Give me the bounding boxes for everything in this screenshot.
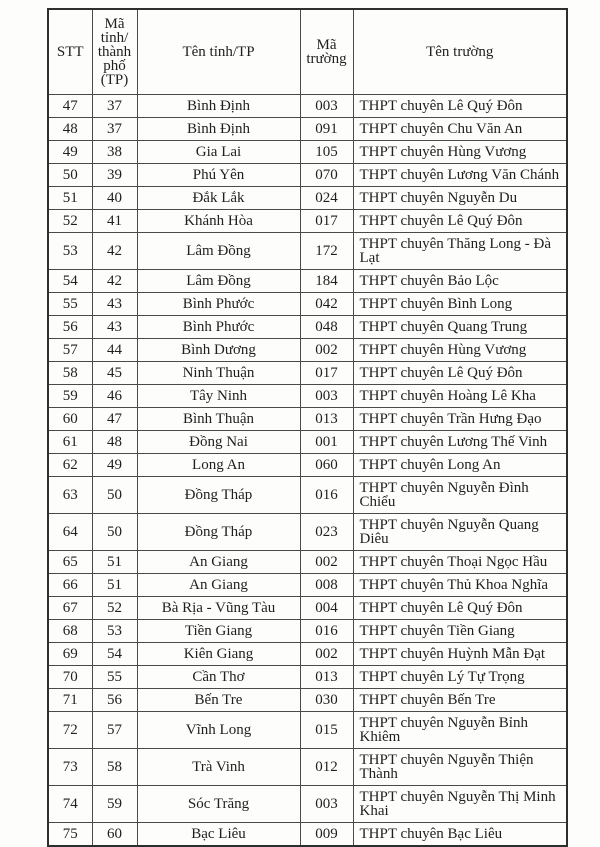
cell-province-code: 51 [92,551,137,574]
cell-province-code: 60 [92,823,137,847]
cell-school-code: 013 [300,408,353,431]
cell-school-name: THPT chuyên Nguyễn Bỉnh Khiêm [353,712,567,749]
header-school-code: Mã trường [300,9,353,95]
cell-school-name: THPT chuyên Thăng Long - Đà Lạt [353,233,567,270]
cell-province-code: 46 [92,385,137,408]
cell-school-code: 105 [300,141,353,164]
cell-school-name: THPT chuyên Bảo Lộc [353,270,567,293]
table-row [48,339,567,362]
cell-province-name: Lâm Đồng [137,233,300,270]
cell-province-name: Khánh Hòa [137,210,300,233]
cell-stt: 53 [48,233,92,270]
cell-school-code: 002 [300,643,353,666]
table-row [48,362,567,385]
table-row [48,141,567,164]
cell-stt: 51 [48,187,92,210]
table-row [48,408,567,431]
cell-province-code: 49 [92,454,137,477]
cell-school-code: 016 [300,477,353,514]
cell-school-code: 009 [300,823,353,847]
cell-school-name: THPT chuyên Bình Long [353,293,567,316]
cell-province-name: Bình Định [137,118,300,141]
cell-school-name: THPT chuyên Lê Quý Đôn [353,597,567,620]
cell-school-code: 017 [300,362,353,385]
cell-stt: 70 [48,666,92,689]
cell-stt: 74 [48,786,92,823]
cell-school-name: THPT chuyên Lê Quý Đôn [353,362,567,385]
cell-stt: 63 [48,477,92,514]
cell-school-name: THPT chuyên Lê Quý Đôn [353,210,567,233]
cell-province-code: 56 [92,689,137,712]
cell-school-code: 015 [300,712,353,749]
cell-province-code: 37 [92,95,137,118]
table-row [48,454,567,477]
cell-province-code: 52 [92,597,137,620]
cell-province-name: Sóc Trăng [137,786,300,823]
table-row [48,293,567,316]
cell-school-name: THPT chuyên Hùng Vương [353,141,567,164]
cell-school-code: 003 [300,95,353,118]
cell-school-code: 172 [300,233,353,270]
cell-school-name: THPT chuyên Huỳnh Mẫn Đạt [353,643,567,666]
cell-school-code: 017 [300,210,353,233]
cell-province-code: 43 [92,293,137,316]
cell-school-code: 070 [300,164,353,187]
cell-province-code: 40 [92,187,137,210]
cell-stt: 65 [48,551,92,574]
table-row [48,749,567,786]
cell-stt: 67 [48,597,92,620]
cell-province-name: Tây Ninh [137,385,300,408]
table-row [48,164,567,187]
cell-stt: 50 [48,164,92,187]
cell-province-code: 39 [92,164,137,187]
cell-school-name: THPT chuyên Thủ Khoa Nghĩa [353,574,567,597]
cell-stt: 75 [48,823,92,847]
cell-province-name: Gia Lai [137,141,300,164]
table-row [48,431,567,454]
table-row [48,385,567,408]
table-row [48,666,567,689]
cell-school-name: THPT chuyên Chu Văn An [353,118,567,141]
cell-province-code: 50 [92,477,137,514]
cell-school-name: THPT chuyên Trần Hưng Đạo [353,408,567,431]
cell-school-code: 012 [300,749,353,786]
cell-province-code: 58 [92,749,137,786]
cell-school-code: 001 [300,431,353,454]
cell-school-code: 024 [300,187,353,210]
cell-school-code: 030 [300,689,353,712]
table-row [48,620,567,643]
cell-province-code: 48 [92,431,137,454]
cell-school-name: THPT chuyên Nguyễn Du [353,187,567,210]
cell-stt: 69 [48,643,92,666]
table-row [48,95,567,118]
cell-stt: 66 [48,574,92,597]
cell-school-name: THPT chuyên Nguyễn Quang Diêu [353,514,567,551]
cell-province-name: Đồng Tháp [137,477,300,514]
cell-school-code: 042 [300,293,353,316]
cell-school-code: 003 [300,786,353,823]
cell-province-name: Bà Rịa - Vũng Tàu [137,597,300,620]
cell-province-code: 59 [92,786,137,823]
cell-stt: 47 [48,95,92,118]
cell-school-code: 091 [300,118,353,141]
cell-stt: 48 [48,118,92,141]
cell-province-code: 43 [92,316,137,339]
schools-table [47,8,568,847]
cell-school-code: 013 [300,666,353,689]
cell-stt: 55 [48,293,92,316]
table-row [48,514,567,551]
cell-province-code: 47 [92,408,137,431]
cell-school-name: THPT chuyên Bến Tre [353,689,567,712]
cell-province-code: 55 [92,666,137,689]
cell-school-name: THPT chuyên Nguyễn Thị Minh Khai [353,786,567,823]
cell-province-name: Bình Thuận [137,408,300,431]
cell-school-name: THPT chuyên Lý Tự Trọng [353,666,567,689]
cell-stt: 58 [48,362,92,385]
cell-province-code: 53 [92,620,137,643]
cell-stt: 52 [48,210,92,233]
cell-province-name: Đồng Tháp [137,514,300,551]
cell-school-name: THPT chuyên Long An [353,454,567,477]
cell-province-code: 51 [92,574,137,597]
cell-province-name: Bạc Liêu [137,823,300,847]
cell-province-name: Bình Định [137,95,300,118]
header-stt: STT [48,9,92,95]
cell-school-code: 002 [300,339,353,362]
cell-province-code: 42 [92,233,137,270]
cell-province-name: An Giang [137,551,300,574]
cell-province-code: 42 [92,270,137,293]
table-row [48,574,567,597]
cell-province-code: 44 [92,339,137,362]
cell-stt: 54 [48,270,92,293]
cell-stt: 71 [48,689,92,712]
cell-school-name: THPT chuyên Thoại Ngọc Hầu [353,551,567,574]
cell-stt: 64 [48,514,92,551]
cell-province-name: Vĩnh Long [137,712,300,749]
cell-school-name: THPT chuyên Bạc Liêu [353,823,567,847]
cell-province-code: 38 [92,141,137,164]
cell-school-code: 004 [300,597,353,620]
table-row [48,118,567,141]
cell-province-code: 37 [92,118,137,141]
cell-school-name: THPT chuyên Lương Văn Chánh [353,164,567,187]
table-row [48,270,567,293]
cell-province-name: Bến Tre [137,689,300,712]
cell-school-code: 016 [300,620,353,643]
cell-school-name: THPT chuyên Hoàng Lê Kha [353,385,567,408]
cell-school-code: 002 [300,551,353,574]
cell-province-code: 54 [92,643,137,666]
table-header-row [48,9,567,95]
cell-stt: 59 [48,385,92,408]
table-row [48,477,567,514]
cell-stt: 72 [48,712,92,749]
cell-stt: 60 [48,408,92,431]
cell-province-name: Bình Phước [137,293,300,316]
cell-province-name: Phú Yên [137,164,300,187]
table-row [48,210,567,233]
cell-province-name: Ninh Thuận [137,362,300,385]
cell-province-name: Đắk Lắk [137,187,300,210]
cell-school-name: THPT chuyên Hùng Vương [353,339,567,362]
cell-stt: 49 [48,141,92,164]
cell-province-name: Long An [137,454,300,477]
cell-school-code: 003 [300,385,353,408]
cell-province-name: Tiền Giang [137,620,300,643]
cell-province-code: 57 [92,712,137,749]
header-school-name: Tên trường [353,9,567,95]
cell-school-code: 060 [300,454,353,477]
table-body [48,95,567,847]
cell-province-name: Bình Dương [137,339,300,362]
cell-school-code: 023 [300,514,353,551]
cell-school-code: 008 [300,574,353,597]
cell-school-name: THPT chuyên Quang Trung [353,316,567,339]
cell-school-name: THPT chuyên Lê Quý Đôn [353,95,567,118]
cell-school-name: THPT chuyên Tiền Giang [353,620,567,643]
cell-province-name: Lâm Đồng [137,270,300,293]
cell-stt: 68 [48,620,92,643]
cell-stt: 56 [48,316,92,339]
cell-stt: 62 [48,454,92,477]
cell-province-name: An Giang [137,574,300,597]
cell-school-code: 184 [300,270,353,293]
header-province-name: Tên tỉnh/TP [137,9,300,95]
cell-province-code: 45 [92,362,137,385]
table-row [48,823,567,847]
table-row [48,187,567,210]
table-row [48,316,567,339]
cell-stt: 61 [48,431,92,454]
cell-school-name: THPT chuyên Nguyễn Thiện Thành [353,749,567,786]
cell-province-name: Trà Vinh [137,749,300,786]
cell-province-code: 50 [92,514,137,551]
table-row [48,712,567,749]
table-row [48,786,567,823]
cell-province-code: 41 [92,210,137,233]
table-row [48,551,567,574]
cell-province-name: Kiên Giang [137,643,300,666]
table-row [48,233,567,270]
cell-stt: 73 [48,749,92,786]
cell-province-name: Đồng Nai [137,431,300,454]
table-row [48,643,567,666]
header-province-code: Mã tỉnh/ thành phố (TP) [92,9,137,95]
cell-province-name: Cần Thơ [137,666,300,689]
cell-province-name: Bình Phước [137,316,300,339]
cell-school-name: THPT chuyên Nguyễn Đình Chiểu [353,477,567,514]
table-row [48,597,567,620]
cell-stt: 57 [48,339,92,362]
table-row [48,689,567,712]
cell-school-name: THPT chuyên Lương Thế Vinh [353,431,567,454]
cell-school-code: 048 [300,316,353,339]
